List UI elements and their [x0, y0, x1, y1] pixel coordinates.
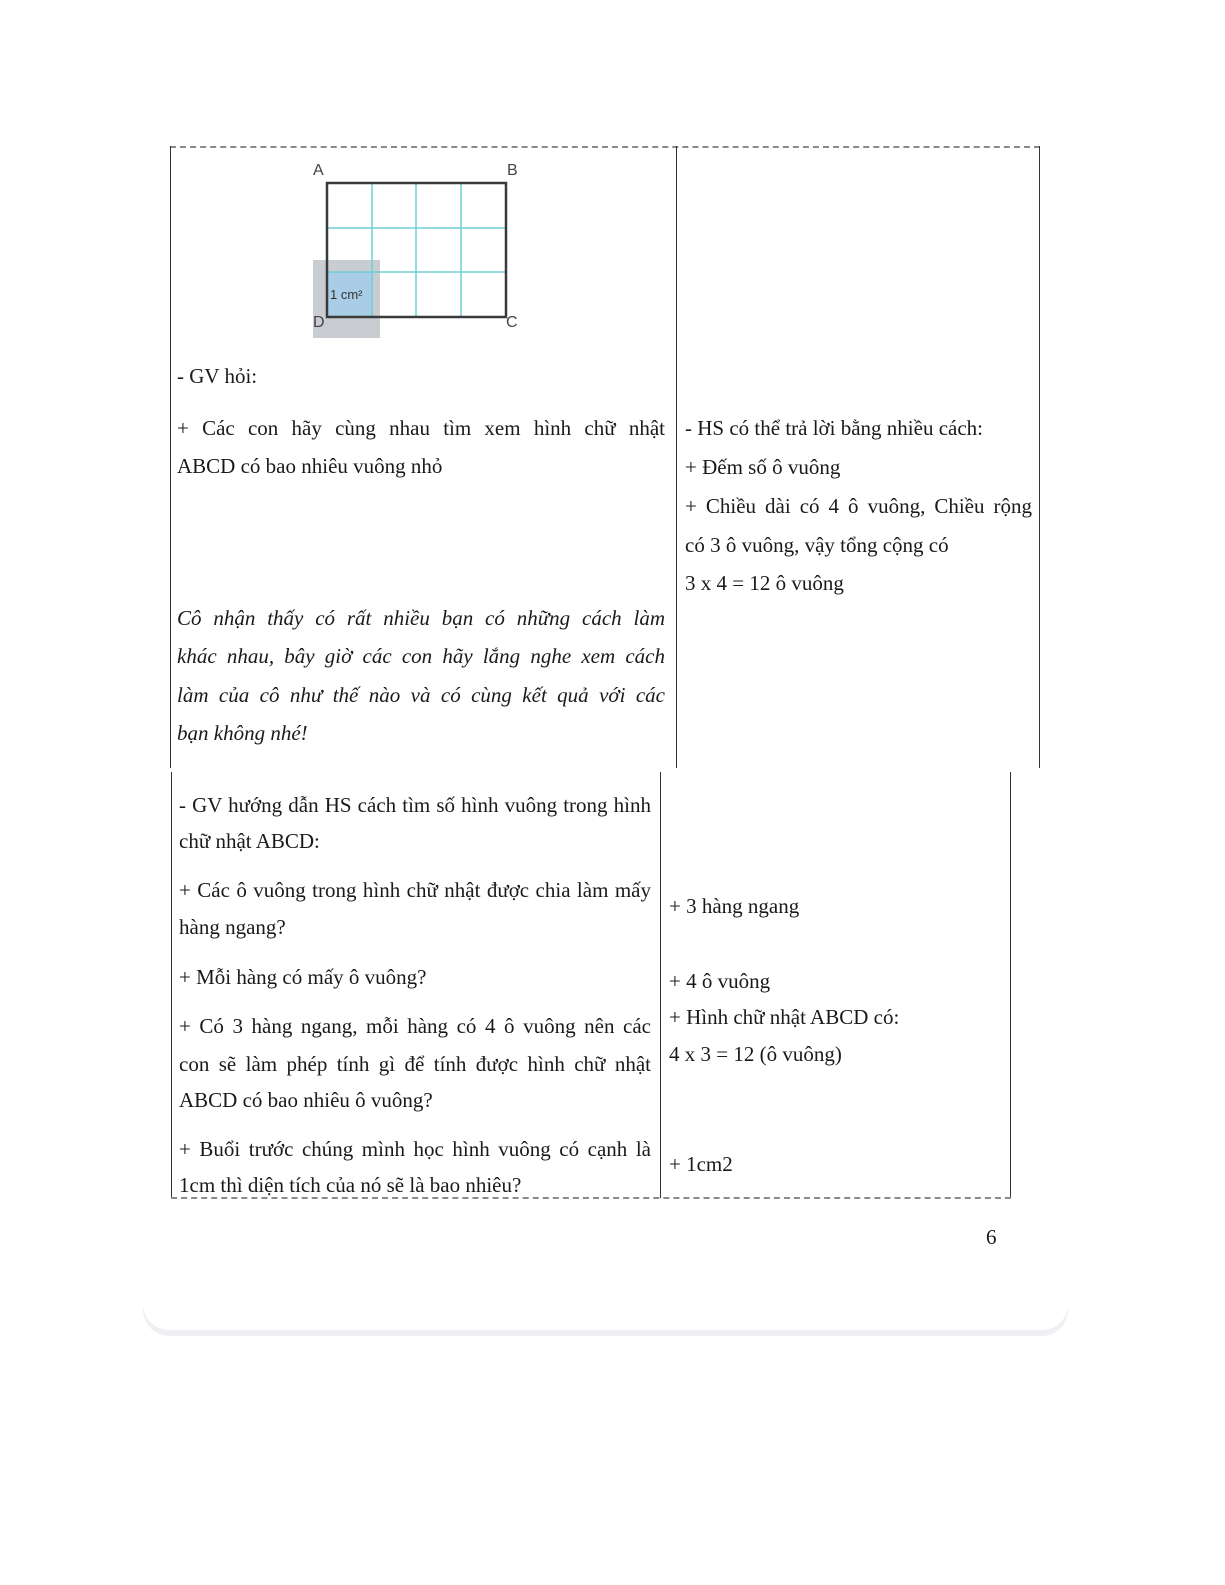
table2-left-border [171, 772, 172, 1198]
question3-line1: + Có 3 hàng ngang, mỗi hàng có 4 ô vuông nên các [179, 1014, 651, 1038]
question1-line1: + Các ô vuông trong hình chữ nhật được chia làm mấy [179, 878, 651, 902]
table1-divider [676, 146, 677, 768]
label-b: B [507, 162, 518, 179]
teacher-note-line1: Cô nhận thấy có rất nhiều bạn có những cách làm [177, 606, 665, 630]
answer1: + 3 hàng ngang [669, 894, 800, 918]
table2-right-border [1010, 772, 1011, 1198]
student-answer-2-line3: 3 x 4 = 12 ô vuông [685, 571, 844, 595]
question3-line2: con sẽ làm phép tính gì để tính được hình chữ nhật [179, 1052, 651, 1076]
student-answer-1: + Đếm số ô vuông [685, 455, 841, 479]
guide-line2: chữ nhật ABCD: [179, 829, 320, 853]
student-answer-2-line2: có 3 ô vuông, vậy tổng cộng có [685, 533, 949, 557]
label-d: D [313, 314, 325, 331]
page-number: 6 [986, 1225, 997, 1249]
question1-line2: hàng ngang? [179, 915, 286, 939]
teacher-note-line4: bạn không nhé! [177, 721, 308, 745]
answer4: + 1cm2 [669, 1152, 733, 1176]
label-c: C [506, 314, 518, 331]
question-text-line1: + Các con hãy cùng nhau tìm xem hình chữ nhật [177, 416, 665, 440]
table1-top-border [170, 146, 1040, 148]
table1-right-border [1039, 146, 1040, 768]
student-answer-intro: - HS có thể trả lời bằng nhiều cách: [685, 416, 984, 440]
question3-line3: ABCD có bao nhiêu ô vuông? [179, 1088, 433, 1112]
answer2: + 4 ô vuông [669, 969, 771, 993]
rectangle-abcd-figure [300, 155, 540, 345]
question4-line2: 1cm thì diện tích của nó sẽ là bao nhiêu? [179, 1173, 522, 1197]
question2: + Mỗi hàng có mấy ô vuông? [179, 965, 427, 989]
answer3-line2: 4 x 3 = 12 (ô vuông) [669, 1042, 842, 1066]
answer3-line1: + Hình chữ nhật ABCD có: [669, 1005, 900, 1029]
table1-left-border [170, 146, 171, 768]
guide-line1: - GV hướng dẫn HS cách tìm số hình vuông trong hình [179, 793, 651, 817]
gv-hoi-text: - GV hỏi: [177, 364, 258, 388]
question-text-line2: ABCD có bao nhiêu vuông nhỏ [177, 454, 443, 478]
label-a: A [313, 162, 324, 179]
unit-square-label: 1 cm² [330, 287, 363, 302]
table2-divider [660, 772, 661, 1198]
student-answer-2-line1: + Chiều dài có 4 ô vuông, Chiều rộng [685, 494, 1032, 518]
teacher-note-line2: khác nhau, bây giờ các con hãy lắng nghe xem cách [177, 644, 665, 668]
question4-line1: + Buổi trước chúng mình học hình vuông có cạnh là [179, 1137, 651, 1161]
teacher-note-line3: làm của cô như thế nào và có cùng kết quả với các [177, 683, 665, 707]
